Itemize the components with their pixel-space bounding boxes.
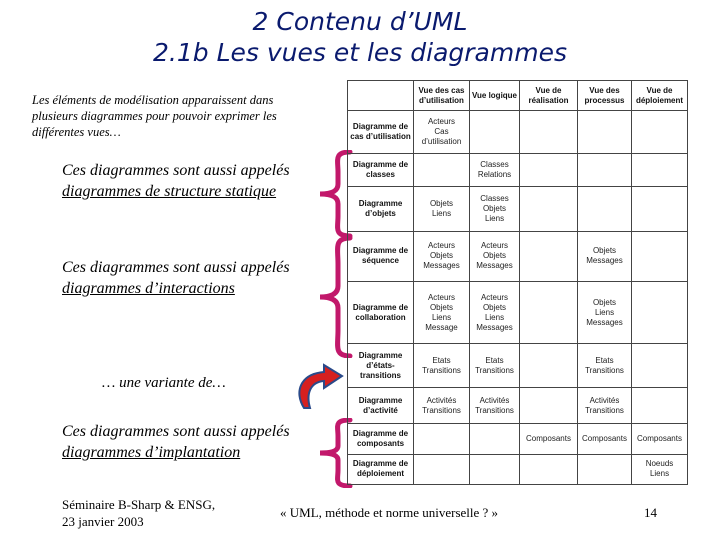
cell-item: Transitions — [475, 365, 514, 375]
cell-item: Noeuds — [645, 459, 674, 469]
table-cell — [578, 424, 632, 454]
row-label: Diagramme de classes — [348, 154, 414, 186]
table-cell — [578, 281, 632, 344]
table-row — [348, 454, 688, 484]
header-cell: Vue des cas d’utilisation — [414, 81, 470, 111]
row-label: Diagramme de déploiement — [348, 454, 414, 484]
cell-item: Liens — [431, 208, 452, 218]
note-variant: … une variante de… — [102, 375, 226, 391]
footer-title: « UML, méthode et norme universelle ? » — [280, 505, 499, 520]
table-row — [348, 186, 688, 231]
cell-item: Transitions — [475, 405, 514, 415]
table-cell — [520, 111, 578, 154]
title-line-2: 2.1b Les vues et les diagrammes — [153, 38, 567, 67]
cell-item: Message — [425, 322, 458, 332]
cell-item: Relations — [477, 169, 512, 179]
table-row — [348, 281, 688, 344]
cell-item: Liens — [594, 307, 615, 317]
table-cell — [578, 111, 632, 154]
cell-item: Composants — [637, 434, 682, 444]
intro-text: Les éléments de modélisation apparaissent dans plusieurs diagrammes pour pouvoir exprimer les différentes vues… — [32, 93, 277, 139]
table-cell — [520, 387, 578, 424]
note-implantation-link: diagrammes d’implantation — [62, 444, 241, 461]
note-structure-link: diagrammes de structure statique — [62, 183, 277, 200]
cell-item: Objets — [592, 246, 617, 256]
cell-item: Transitions — [422, 365, 461, 375]
cell-item: Etats — [595, 355, 614, 365]
row-label: Diagramme d’états-transitions — [348, 344, 414, 387]
cell-item: Classes — [480, 193, 509, 203]
table-cell — [414, 111, 470, 154]
cell-item: Objets — [429, 251, 454, 261]
table-row — [348, 344, 688, 387]
page-number: 14 — [644, 505, 657, 520]
table-cell — [470, 281, 520, 344]
cell-item: Acteurs — [427, 241, 456, 251]
footer-event-line-1: Séminaire B-Sharp & ENSG, — [62, 497, 216, 512]
table-cell — [520, 424, 578, 454]
footer-event-line-2: 23 janvier 2003 — [62, 514, 144, 529]
cell-item: Messages — [476, 261, 513, 271]
cell-item: Transitions — [585, 405, 624, 415]
table-row — [348, 232, 688, 282]
table-cell — [414, 387, 470, 424]
table-cell — [520, 232, 578, 282]
table-cell — [470, 344, 520, 387]
cell-item: Liens — [431, 312, 452, 322]
table-cell — [632, 154, 688, 186]
cell-item: Objets — [592, 297, 617, 307]
table-cell — [578, 232, 632, 282]
table-cell — [632, 186, 688, 231]
table-cell — [632, 111, 688, 154]
cell-item: Activités — [426, 395, 457, 405]
table-cell — [632, 281, 688, 344]
table-row — [348, 424, 688, 454]
slide-title — [0, 6, 720, 68]
note-structure — [62, 160, 294, 202]
row-label: Diagramme de cas d’utilisation — [348, 111, 414, 154]
table-cell — [470, 232, 520, 282]
cell-item: Messages — [476, 322, 513, 332]
table-cell — [520, 186, 578, 231]
table-cell — [520, 154, 578, 186]
table-cell — [520, 454, 578, 484]
note-interactions — [62, 257, 294, 299]
table-cell — [414, 281, 470, 344]
table-cell — [578, 454, 632, 484]
table-cell — [520, 344, 578, 387]
table-cell — [470, 454, 520, 484]
row-label: Diagramme de composants — [348, 424, 414, 454]
table-cell — [578, 344, 632, 387]
cell-item: Activités — [479, 395, 510, 405]
cell-item: Objets — [429, 198, 454, 208]
row-label: Diagramme d’objets — [348, 186, 414, 231]
table-cell — [470, 387, 520, 424]
header-cell: Vue logique — [470, 81, 520, 111]
cell-item: Composants — [526, 434, 571, 444]
cell-item: Messages — [423, 261, 460, 271]
curved-arrow-icon — [290, 362, 352, 412]
header-cell: Vue des processus — [578, 81, 632, 111]
header-cell: Vue de déploiement — [632, 81, 688, 111]
table-cell — [414, 424, 470, 454]
cell-item: Messages — [586, 317, 623, 327]
cell-item: Objets — [482, 203, 507, 213]
cell-item: Acteurs — [480, 241, 509, 251]
cell-item: Etats — [485, 355, 504, 365]
table-cell — [470, 424, 520, 454]
header-cell: Vue de réalisation — [520, 81, 578, 111]
table-cell — [632, 344, 688, 387]
cell-item: Etats — [432, 355, 451, 365]
cell-item: Messages — [586, 256, 623, 266]
table-row — [348, 111, 688, 154]
row-label: Diagramme de séquence — [348, 232, 414, 282]
table-row — [348, 154, 688, 186]
row-label: Diagramme d’activité — [348, 387, 414, 424]
table-cell — [632, 424, 688, 454]
cell-item: Cas d’utilisation — [421, 127, 462, 147]
table-cell — [632, 454, 688, 484]
cell-item: Transitions — [422, 405, 461, 415]
views-diagrams-table — [347, 80, 688, 485]
table-cell — [578, 154, 632, 186]
table-cell — [578, 186, 632, 231]
table-cell — [520, 281, 578, 344]
cell-item: Classes — [480, 159, 509, 169]
cell-item: Liens — [484, 213, 505, 223]
table-row — [348, 387, 688, 424]
cell-item: Objets — [482, 251, 507, 261]
cell-item: Transitions — [585, 365, 624, 375]
table-cell — [414, 454, 470, 484]
note-implantation — [62, 421, 294, 463]
cell-item: Objets — [429, 302, 454, 312]
note-implantation-text: Ces diagrammes sont aussi appelés — [62, 423, 290, 440]
table-cell — [632, 387, 688, 424]
note-interactions-text: Ces diagrammes sont aussi appelés — [62, 259, 290, 276]
table-corner — [348, 81, 414, 111]
table-header-row — [348, 81, 688, 111]
cell-item: Activités — [589, 395, 620, 405]
title-line-1: 2 Contenu d’UML — [252, 7, 468, 36]
note-interactions-link: diagrammes d’interactions — [62, 280, 235, 297]
table-cell — [632, 232, 688, 282]
cell-item: Acteurs — [427, 117, 456, 127]
table-cell — [470, 154, 520, 186]
table-cell — [414, 186, 470, 231]
row-label: Diagramme de collaboration — [348, 281, 414, 344]
footer-event — [62, 496, 215, 530]
table-cell — [414, 154, 470, 186]
table-cell — [578, 387, 632, 424]
cell-item: Acteurs — [480, 292, 509, 302]
table-cell — [414, 232, 470, 282]
cell-item: Acteurs — [427, 292, 456, 302]
cell-item: Liens — [649, 469, 670, 479]
table-cell — [470, 186, 520, 231]
table-cell — [414, 344, 470, 387]
cell-item: Liens — [484, 312, 505, 322]
table-cell — [470, 111, 520, 154]
cell-item: Objets — [482, 302, 507, 312]
cell-item: Composants — [582, 434, 627, 444]
note-structure-text: Ces diagrammes sont aussi appelés — [62, 162, 290, 179]
